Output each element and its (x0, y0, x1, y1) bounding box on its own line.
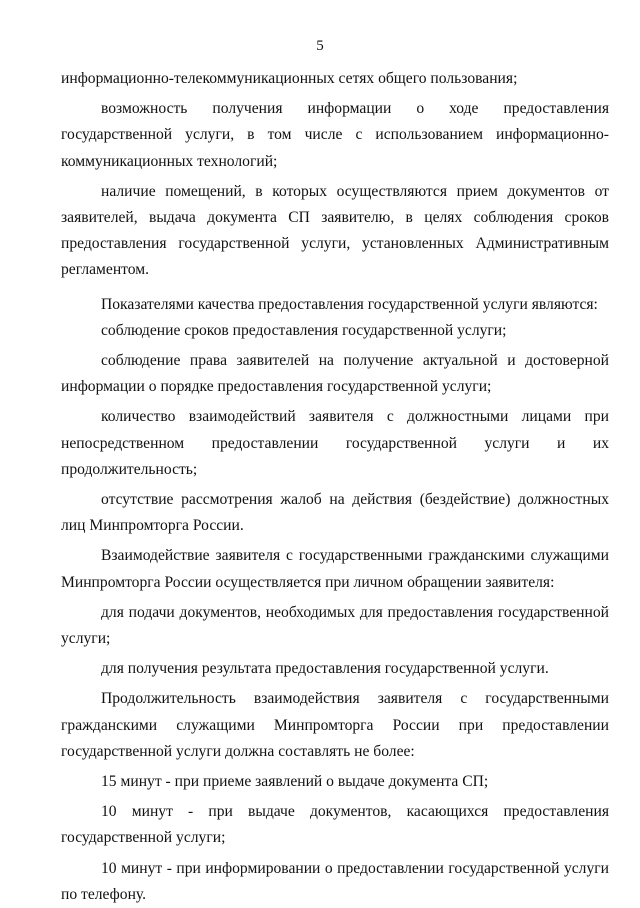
paragraph: отсутствие рассмотрения жалоб на действия (бездействие) должностных лиц Минпромторга России. (61, 491, 609, 535)
paragraph: 10 минут - при информировании о предоставлении государственной услуги по телефону. (61, 859, 609, 903)
paragraph: для получения результата предоставления государственной услуги. (101, 660, 549, 678)
page-number: 5 (316, 38, 324, 54)
paragraph: возможность получения информации о ходе предоставления государственной услуги, в том числе с использованием информационно-коммуникационных технологий; (61, 100, 609, 170)
document-body (61, 66, 609, 908)
paragraph: 15 минут - при приеме заявлений о выдаче документа СП; (101, 773, 489, 791)
paragraph: 10 минут - при выдаче документов, касающихся предоставления государственной услуги; (61, 803, 609, 847)
paragraph: количество взаимодействий заявителя с должностными лицами при непосредственном предоставлении государственной услуги и их продолжительность; (61, 408, 609, 478)
paragraph: Показателями качества предоставления государственной услуги являются: (101, 295, 598, 313)
paragraph: соблюдение права заявителей на получение актуальной и достоверной информации о порядке предоставления государственной услуги; (61, 352, 609, 396)
paragraph: Взаимодействие заявителя с государственными гражданскими служащими Минпромторга России осуществляется при личном обращении заявителя: (61, 547, 609, 591)
paragraph: наличие помещений, в которых осуществляются прием документов от заявителей, выдача документа СП заявителю, в целях соблюдения сроков предоставления государственной услуги, установленных Административным регламентом. (61, 182, 609, 279)
paragraph: для подачи документов, необходимых для предоставления государственной услуги; (61, 603, 609, 648)
paragraph: соблюдение сроков предоставления государственной услуги; (101, 321, 507, 339)
paragraph: Продолжительность взаимодействия заявителя с государственными гражданскими служащими Минпромторга России при предоставлении государственной услуги должна составлять не более: (61, 690, 609, 760)
paragraph: информационно-телекоммуникационных сетях общего пользования; (61, 70, 518, 87)
